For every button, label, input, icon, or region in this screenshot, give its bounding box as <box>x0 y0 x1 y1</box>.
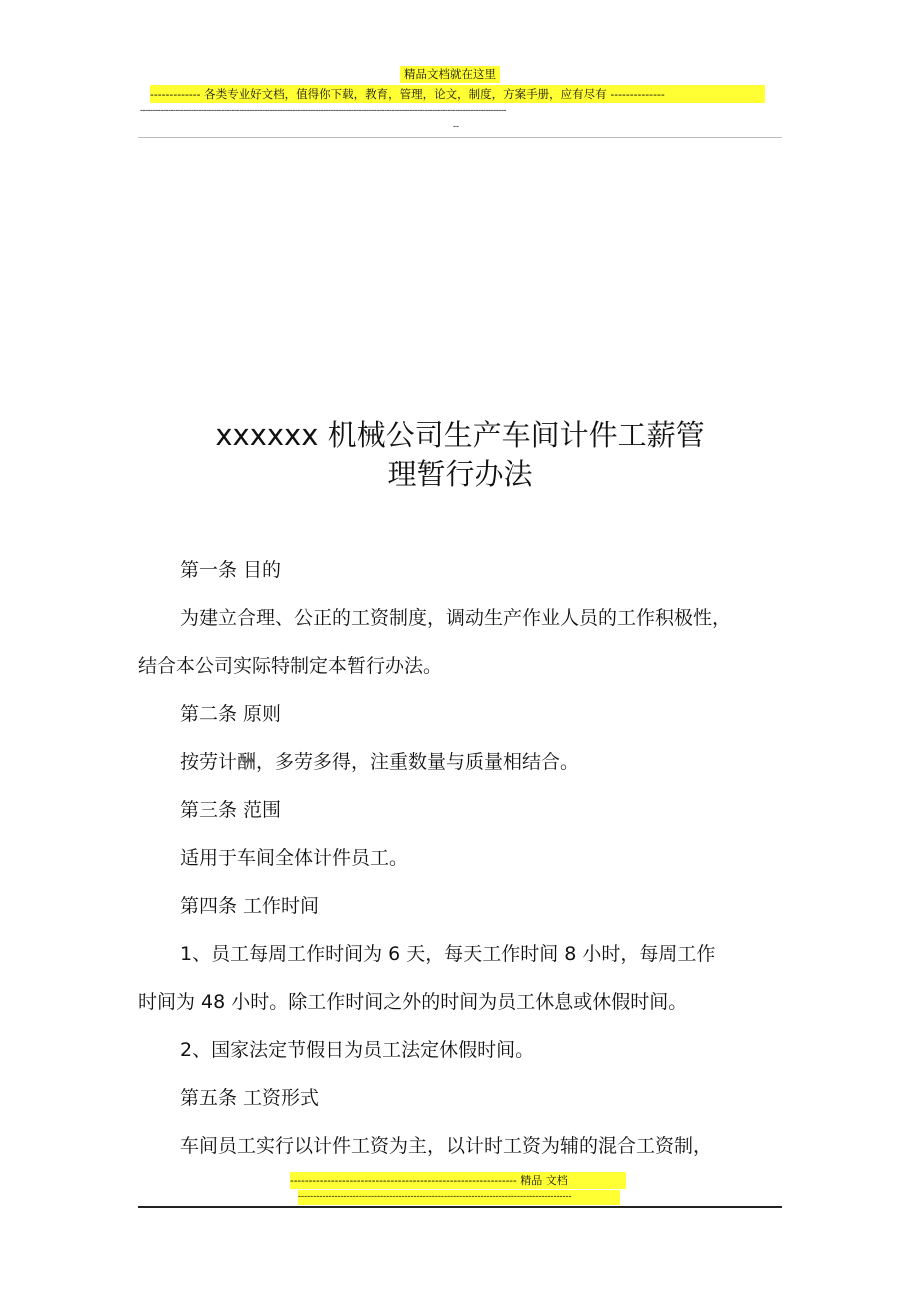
article-4-heading: 第四条 工作时间 <box>180 895 320 917</box>
article-3-heading: 第三条 范围 <box>180 799 282 821</box>
article-2-text: 按劳计酬，多劳多得，注重数量与质量相结合。 <box>180 751 580 773</box>
footer-divider <box>138 1206 782 1208</box>
footer-dash-line: ------------------------------------------------------------------------------------------ <box>298 1190 620 1205</box>
header-banner-top: 精品文档就在这里 <box>400 66 500 83</box>
article-3-text: 适用于车间全体计件员工。 <box>180 847 409 869</box>
article-1-heading: 第一条 目的 <box>180 559 282 581</box>
article-4-item-2: 2、国家法定节假日为员工法定休假时间。 <box>180 1039 535 1061</box>
article-1-text-line-2: 结合本公司实际特制定本暂行办法。 <box>138 655 443 677</box>
header-banner-line: ------------- 各类专业好文档，值得你下载，教育，管理，论文，制度，方案手册，应有尽有 -------------- <box>150 85 765 103</box>
article-2-heading: 第二条 原则 <box>180 703 282 725</box>
article-4-item-1-line-2: 时间为 48 小时。除工作时间之外的时间为员工休息或休假时间。 <box>138 991 688 1013</box>
article-5-heading: 第五条 工资形式 <box>180 1087 320 1109</box>
article-5-text-line-1: 车间员工实行以计件工资为主，以计时工资为辅的混合工资制， <box>180 1135 713 1157</box>
header-dash-line: ------------------------------------------------------------------------------------------------------------------------------------------------ <box>140 106 506 116</box>
document-title-line-1: xxxxxx 机械公司生产车间计件工薪管 <box>215 418 705 452</box>
article-1-text-line-1: 为建立合理、公正的工资制度，调动生产作业人员的工作积极性， <box>180 607 732 629</box>
header-divider <box>138 137 782 138</box>
article-4-item-1-line-1: 1、员工每周工作时间为 6 天，每天工作时间 8 小时，每周工作 <box>180 943 716 965</box>
header-mark: -- <box>453 122 460 132</box>
footer-banner-line: ------------------------------------------------------------- 精品 文档 <box>290 1172 626 1189</box>
document-title-line-2: 理暂行办法 <box>387 457 533 491</box>
